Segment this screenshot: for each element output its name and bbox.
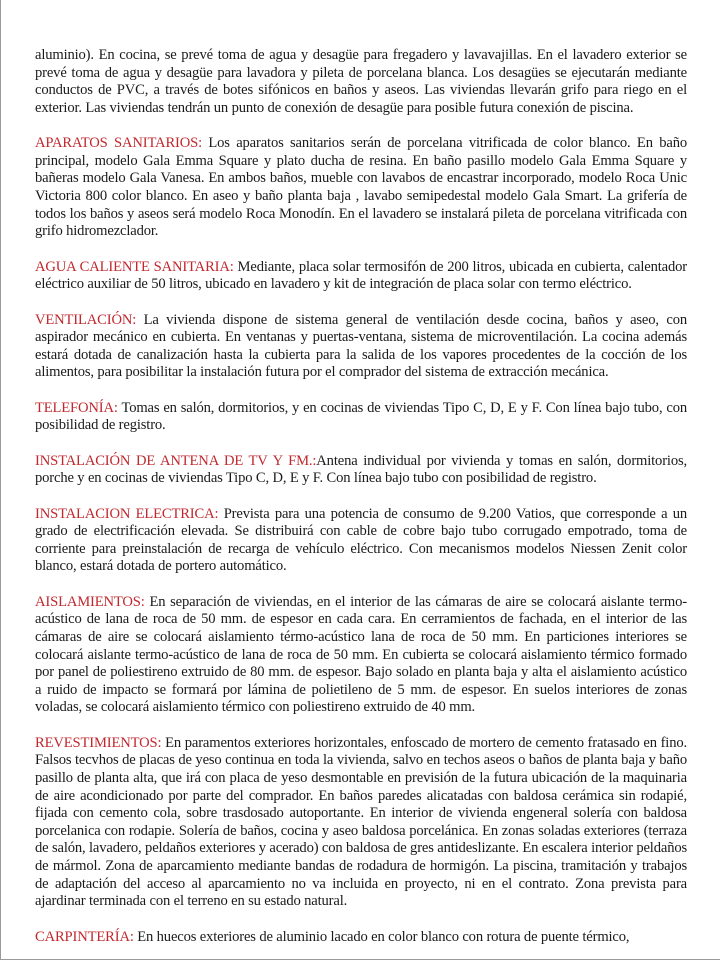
document-body — [35, 47, 687, 964]
section-heading: CARPINTERÍA: — [35, 928, 134, 945]
paragraph-antena-tv — [35, 453, 687, 488]
paragraph-aparatos-sanitarios — [35, 135, 687, 241]
section-body: En separación de viviendas, en el interior de las cámaras de aire se colocará aislante termo-acústico de lana de roca de 50 mm. de espesor en cada cara. En cerramientos de fachada, en el interior de las cámaras de aire se colocará aislamiento térmo-acústico lana de roca de 50 mm. En particiones interiores se colocará aislante termo-acústico de lana de roca de 50 mm. En cubierta se colocará aislamiento térmico formado por panel de poliestireno extruido de 80 mm. de espesor. Bajo solado en planta baja y alta el aislamiento acústico a ruido de impacto se formará por lámina de polietileno de 5 mm. de espesor. En suelos interiores de zonas voladas, se colocará aislamiento térmico con poliestireno extruido de 40 mm. — [35, 593, 687, 716]
section-body: La vivienda dispone de sistema general de ventilación desde cocina, baños y aseo, con aspirador mecánico en cubierta. En ventanas y puertas-ventana, sistema de microventilación. La cocina además estará dotada de canalización hasta la cubierta para la salida de los vapores procedentes de la cocción de los alimentos, para posibilitar la instalación futura por el comprador del sistema de extracción mecánica. — [35, 311, 687, 381]
section-body: Antena individual por vivienda y tomas en salón, dormitorios, porche y en cocinas de viviendas Tipo C, D, E y F. Con línea bajo tubo con posibilidad de registro. — [35, 452, 687, 487]
section-heading: INSTALACIÓN DE ANTENA DE TV Y FM.: — [35, 452, 317, 469]
section-body: Mediante, placa solar termosifón de 200 litros, ubicada en cubierta, calentador eléctrico auxiliar de 50 litros, ubicado en lavadero y kit de integración de placa solar con termo eléctrico. — [35, 258, 687, 293]
section-heading: INSTALACION ELECTRICA: — [35, 505, 219, 522]
section-body: aluminio). En cocina, se prevé toma de agua y desagüe para fregadero y lavavajillas. En el lavadero exterior se prevé toma de agua y desagüe para lavadora y pileta de porcelana blanca. Los desagües se ejecutarán mediante conductos de PVC, a través de botes sifónicos en baños y aseos. Las viviendas llevarán grifo para riego en el exterior. Las viviendas tendrán un punto de conexión de desagüe para posible futura conexión de piscina. — [35, 47, 687, 116]
paragraph-telefonia — [35, 400, 687, 435]
section-body: Prevista para una potencia de consumo de 9.200 Vatios, que corresponde a un grado de electrificación elevada. Se distribuirá con cable de cobre bajo tubo corrugado empotrado, toma de corriente para preinstalación de recarga de vehículo eléctrico. Con mecanismos modelos Niessen Zenit color blanco, estará dotada de portero automático. — [35, 505, 687, 575]
paragraph-plumbing-continued — [35, 47, 687, 117]
section-body: Los aparatos sanitarios serán de porcelana vitrificada de color blanco. En baño principal, modelo Gala Emma Square y plato ducha de resina. En baño pasillo modelo Gala Emma Square y bañeras modelo Gala Vanesa. En ambos baños, mueble con lavabos de encastrar incorporado, modelo Roca Unic Victoria 800 color blanco. En aseo y baño planta baja , lavabo semipedestal modelo Gala Smart. La grifería de todos los baños y aseos será modelo Roca Monodín. En el lavadero se instalará pileta de porcelana vitrificada con grifo hidromezclador. — [35, 135, 687, 240]
section-body: En huecos exteriores de aluminio lacado en color blanco con rotura de puente térmico, — [133, 928, 630, 945]
paragraph-aislamientos — [35, 594, 687, 717]
paragraph-revestimientos — [35, 735, 687, 911]
section-body: Tomas en salón, dormitorios, y en cocinas de viviendas Tipo C, D, E y F. Con línea bajo tubo, con posibilidad de registro. — [35, 399, 687, 434]
section-heading: APARATOS SANITARIOS: — [35, 135, 202, 152]
paragraph-carpinteria — [35, 929, 687, 947]
paragraph-agua-caliente — [35, 259, 687, 294]
section-heading: REVESTIMIENTOS: — [35, 734, 162, 751]
paragraph-instalacion-electrica — [35, 506, 687, 576]
section-heading: AGUA CALIENTE SANITARIA: — [35, 258, 234, 275]
section-body: En paramentos exteriores horizontales, enfoscado de mortero de cemento fratasado en fino. Falsos tecvhos de placas de yeso continua en toda la vivienda, salvo en techos aseos o baños de planta baja y baño pasillo de planta alta, que irá con placa de yeso desmontable en previsión de la futura ubicación de la maquinaria de aire acondicionado por parte del comprador. En baños paredes alicatadas con baldosa cerámica sin rodapié, fijada con cemento cola, sobre trasdosado autoportante. En interior de vivienda engeneral solería con baldosa porcelanica con rodapie. Solería de baños, cocina y aseo baldosa porcelánica. En zonas soladas exteriores (terraza de salón, lavadero, peldaños exteriores y acerado) con baldosa de gres antideslizante. En escalera interior peldaños de mármol. Zona de aparcamiento mediante bandas de rodadura de hormigón. La piscina, tramitación y trabajos de adaptación del acceso al aparcamiento no va incluida en proyecto, ni en el contrato. Zona prevista para ajardinar terminada con el terreno en su estado natural. — [35, 734, 688, 910]
section-heading: TELEFONÍA: — [35, 399, 118, 416]
section-heading: AISLAMIENTOS: — [35, 593, 145, 610]
section-heading: VENTILACIÓN: — [35, 311, 137, 328]
paragraph-ventilacion — [35, 312, 687, 382]
